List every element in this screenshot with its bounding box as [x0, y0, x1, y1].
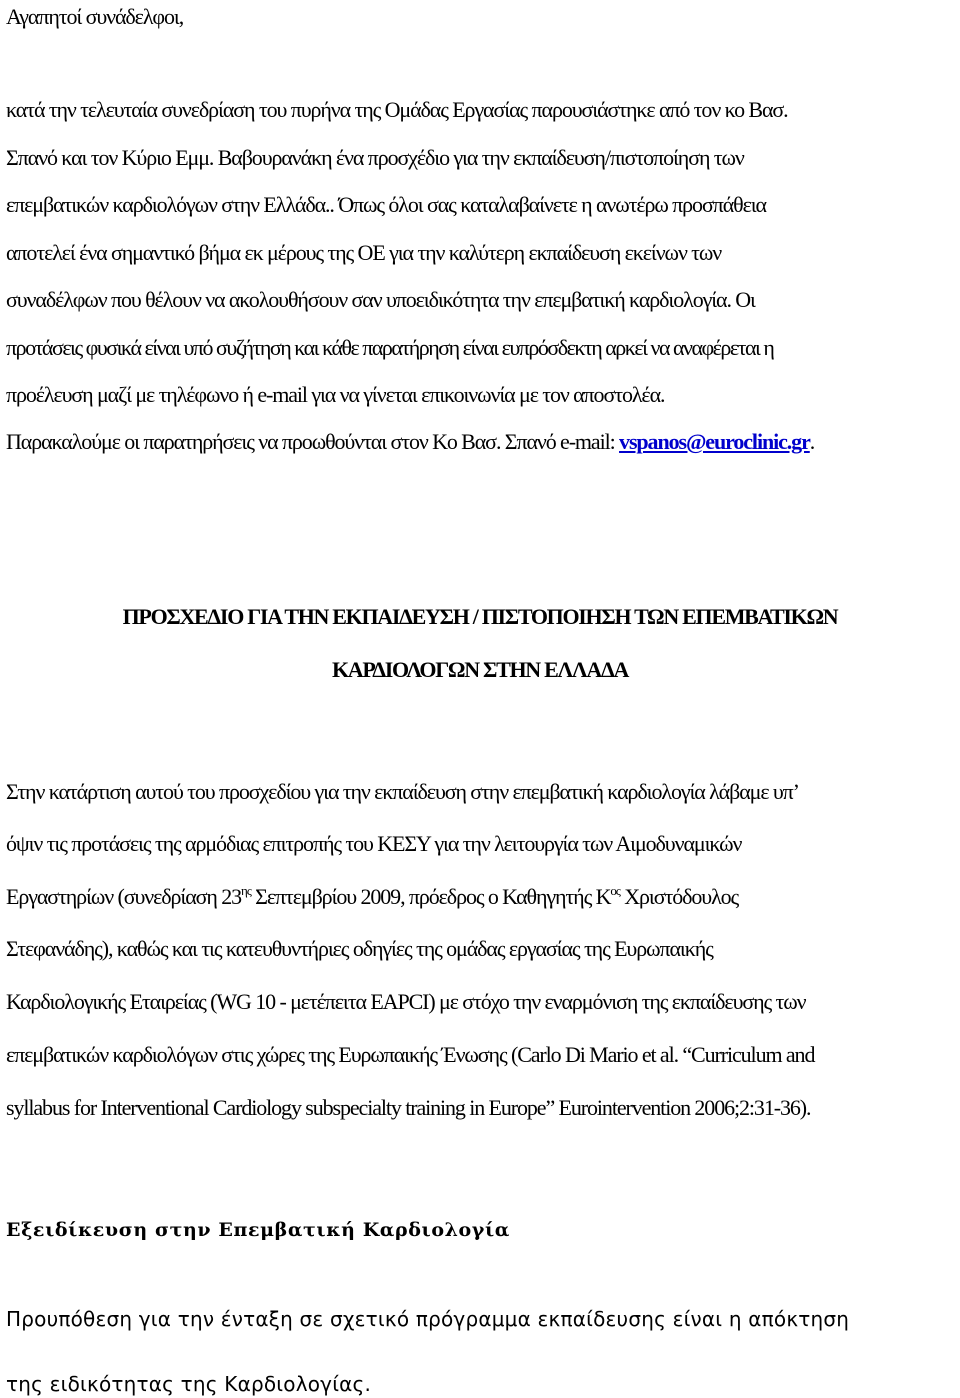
- ordinal-superscript: ης: [241, 883, 251, 898]
- body-line-7: syllabus for Interventional Cardiology subspecialty training in Europe” Eurointervention 2006;2:31-36).: [6, 1095, 811, 1120]
- body-line-5: Καρδιολογικής Εταιρείας (WG 10 - μετέπειτα EAPCI) με στόχο την εναρμόνιση της εκπαίδευσης των: [6, 989, 806, 1014]
- intro-line-6: προτάσεις φυσικά είναι υπό συζήτηση και κάθε παρατήρηση είναι ευπρόσδεκτη αρκεί να αναφέρεται η: [6, 335, 774, 360]
- greeting: Αγαπητοί συνάδελφοι,: [6, 4, 184, 29]
- intro-line-3: επεμβατικών καρδιολόγων στην Ελλάδα.. Όπως όλοι σας καταλαβαίνετε η ανωτέρω προσπάθεια: [6, 192, 766, 217]
- body-line-4: Στεφανάδης), καθώς και τις κατευθυντήριες οδηγίες της ομάδας εργασίας της Ευρωπαικής: [6, 936, 713, 961]
- body-line-3: [6, 884, 956, 910]
- contact-period: .: [809, 429, 815, 454]
- body-line-2: όψιν τις προτάσεις της αρμόδιας επιτροπής του ΚΕΣΥ για την λειτουργία των Αιμοδυναμικών: [6, 831, 742, 856]
- intro-line-5: συναδέλφων που θέλουν να ακολουθήσουν σαν υποειδικότητα την επεμβατική καρδιολογία. Οι: [6, 287, 755, 312]
- intro-line-2: Σπανό και τον Κύριο Εμμ. Βαβουρανάκη ένα προσχέδιο για την εκπαίδευση/πιστοποίηση των: [6, 145, 744, 170]
- body-line-3-b: Σεπτεμβρίου 2009, πρόεδρος ο Καθηγητής Κ: [250, 884, 611, 909]
- body-line-6: επεμβατικών καρδιολόγων στις χώρες της Ευρωπαικής Ένωσης (Carlo Di Mario et al. “Curriculum and: [6, 1042, 815, 1067]
- document-title-line-2: ΚΑΡΔΙΟΛΟΓΩΝ ΣΤΗΝ ΕΛΛΑΔΑ: [331, 657, 629, 682]
- title-superscript: ος: [610, 883, 620, 898]
- intro-line-4: αποτελεί ένα σημαντικό βήμα εκ μέρους της ΟΕ για την καλύτερη εκπαίδευση εκείνων των: [6, 240, 722, 265]
- document-title-line-1: ΠΡΟΣΧΕΔΙΟ ΓΙΑ ΤΗΝ ΕΚΠΑΙΔΕΥΣΗ / ΠΙΣΤΟΠΟΙΗΣΗ ΤΩΝ ΕΠΕΜΒΑΤΙΚΩΝ: [122, 604, 838, 629]
- section-line-1: Προυπόθεση για την ένταξη σε σχετικό πρόγραμμα εκπαίδευσης είναι η απόκτηση: [6, 1307, 850, 1331]
- section-line-2: της ειδικότητας της Καρδιολογίας.: [6, 1372, 372, 1396]
- body-line-3-c: Χριστόδουλος: [619, 884, 739, 909]
- section-heading: Εξειδίκευση στην Επεμβατική Καρδιολογία: [6, 1219, 510, 1241]
- intro-line-8: [6, 429, 956, 455]
- email-link[interactable]: vspanos@euroclinic.gr: [619, 429, 810, 454]
- contact-text: Παρακαλούμε οι παρατηρήσεις να προωθούνται στον Κο Βασ. Σπανό e-mail:: [6, 429, 620, 454]
- intro-line-1: κατά την τελευταία συνεδρίαση του πυρήνα της Ομάδας Εργασίας παρουσιάστηκε από τον κο Βασ.: [6, 97, 788, 122]
- body-line-1: Στην κατάρτιση αυτού του προσχεδίου για την εκπαίδευση στην επεμβατική καρδιολογία λάβαμε υπ’: [6, 779, 799, 804]
- intro-line-7: προέλευση μαζί με τηλέφωνο ή e-mail για να γίνεται επικοινωνία με τον αποστολέα.: [6, 382, 665, 407]
- body-line-3-a: Εργαστηρίων (συνεδρίαση 23: [6, 884, 242, 909]
